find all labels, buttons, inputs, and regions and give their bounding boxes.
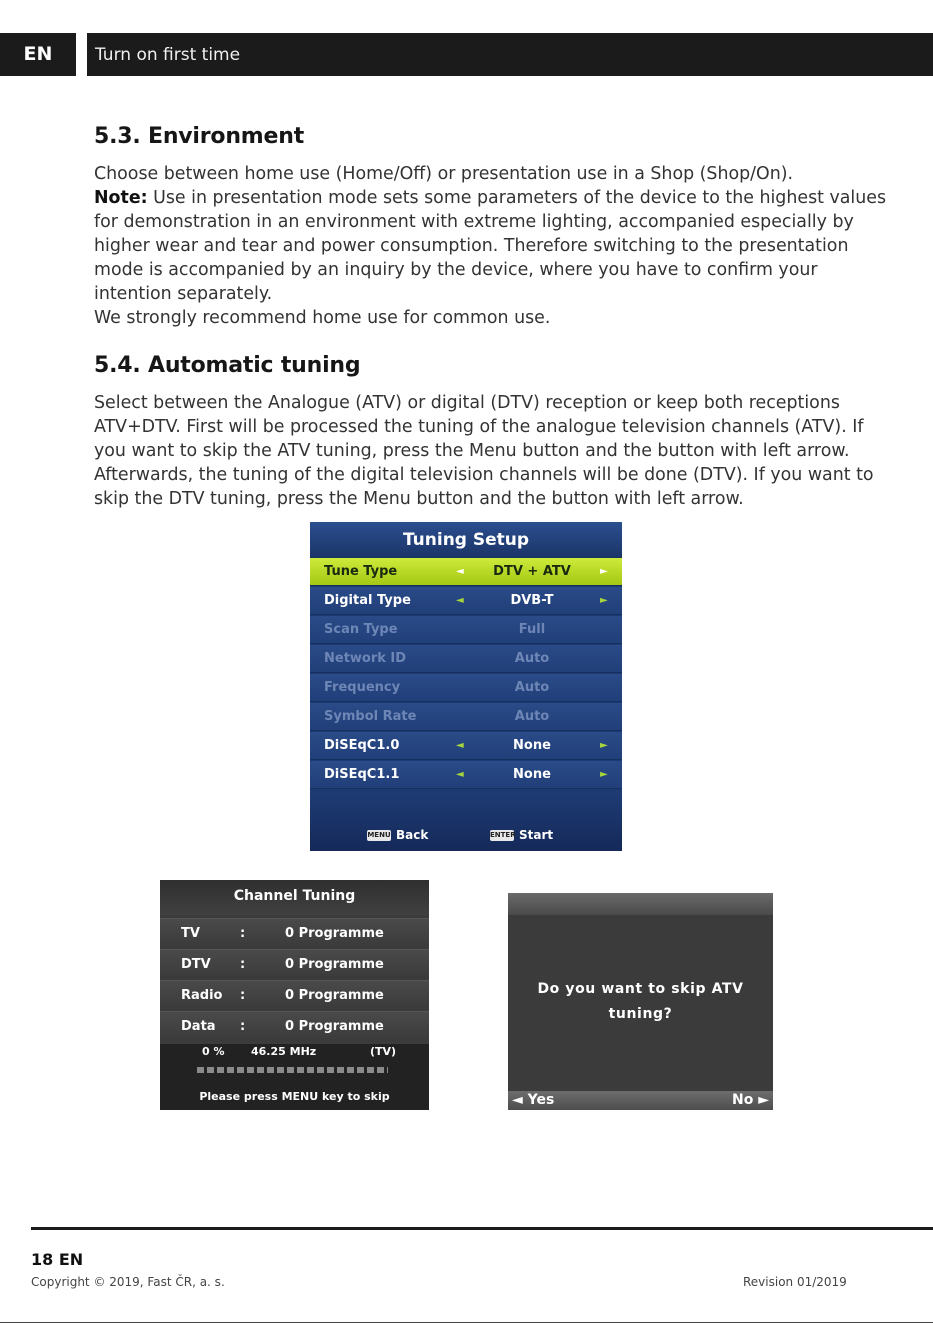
row-label: Radio (181, 988, 223, 1003)
text-line: Choose between home use (Home/Off) or presentation use in a Shop (Shop/On). (94, 164, 794, 184)
back-button[interactable]: Back (396, 828, 429, 842)
row-label: Symbol Rate (324, 709, 417, 724)
dialog-question (508, 977, 773, 1027)
tuning-setup-title: Tuning Setup (310, 522, 622, 558)
bottom-rule (0, 1322, 933, 1323)
menu-row-digital-type[interactable] (310, 587, 622, 615)
row-label: DTV (181, 957, 211, 972)
text-line: Afterwards, the tuning of the digital television channels will be done (DTV). If you want to (94, 465, 874, 485)
channel-tuning-screen (160, 880, 429, 1110)
channel-row-data (160, 1011, 429, 1041)
tuning-text (94, 391, 874, 511)
row-value: None (513, 767, 551, 782)
menu-row-symbol-rate (310, 703, 622, 731)
menu-row-frequency (310, 674, 622, 702)
row-value: 0 Programme (285, 1019, 384, 1034)
row-value: 0 Programme (285, 988, 384, 1003)
progress-mode: (TV) (370, 1045, 397, 1058)
row-label: Tune Type (324, 564, 398, 579)
text-line: higher wear and tear and power consumption. Therefore switching to the presentation (94, 236, 849, 256)
row-label: Data (181, 1019, 216, 1034)
text-line: for demonstration in an environment with extreme lighting, accompanied especially by (94, 212, 854, 232)
text-line: mode is accompanied by an inquiry by the device, where you have to confirm your (94, 260, 818, 280)
note-text: Use in presentation mode sets some parameters of the device to the highest values (153, 188, 887, 208)
text-line: you want to skip the ATV tuning, press the Menu button and the button with left arrow. (94, 441, 850, 461)
question-line: tuning? (608, 1006, 673, 1022)
menu-key-icon: MENU (367, 831, 391, 839)
heading-automatic-tuning: 5.4. Automatic tuning (94, 353, 361, 378)
heading-environment: 5.3. Environment (94, 124, 305, 149)
dialog-header (508, 893, 773, 915)
copyright: Copyright © 2019, Fast ČR, a. s. (31, 1275, 225, 1289)
arrow-right-icon[interactable]: ► (600, 595, 608, 606)
row-value: DVB-T (510, 593, 554, 608)
tuning-setup-screen (310, 522, 622, 851)
arrow-left-icon[interactable]: ◄ (456, 740, 464, 751)
yes-button[interactable]: ◄ Yes (512, 1092, 555, 1108)
tuning-setup-footer (310, 792, 622, 851)
progress-percent: 0 % (202, 1045, 225, 1058)
text-line: ATV+DTV. First will be processed the tuning of the analogue television channels (ATV). If (94, 417, 864, 437)
note-label: Note: (94, 188, 148, 208)
text-line: skip the DTV tuning, press the Menu button and the button with left arrow. (94, 489, 744, 509)
text-line (94, 186, 887, 210)
row-label: TV (181, 926, 200, 941)
row-label: Digital Type (324, 593, 411, 608)
arrow-left-icon[interactable]: ◄ (456, 769, 464, 780)
row-label: Scan Type (324, 622, 398, 637)
environment-text (94, 162, 887, 330)
language-label: EN (0, 33, 76, 76)
row-value: None (513, 738, 551, 753)
channel-row-dtv (160, 949, 429, 979)
page-number: 18 EN (31, 1250, 84, 1269)
menu-row-diseqc11[interactable] (310, 761, 622, 789)
skip-hint: Please press MENU key to skip (199, 1090, 390, 1103)
arrow-left-icon[interactable]: ◄ (456, 595, 464, 606)
row-separator: : (240, 926, 246, 941)
menu-row-network-id (310, 645, 622, 673)
arrow-right-icon[interactable]: ► (600, 740, 608, 751)
channel-row-tv (160, 918, 429, 948)
menu-row-diseqc10[interactable] (310, 732, 622, 760)
row-value: Full (518, 622, 546, 637)
row-value: Auto (514, 680, 550, 695)
row-value: Auto (514, 709, 550, 724)
channel-tuning-title: Channel Tuning (160, 880, 429, 915)
enter-key-icon: ENTER (490, 831, 516, 839)
row-separator: : (240, 1019, 246, 1034)
row-separator: : (240, 988, 246, 1003)
row-label: DiSEqC1.1 (324, 767, 400, 782)
text-line: We strongly recommend home use for common use. (94, 308, 551, 328)
text-line: Select between the Analogue (ATV) or digital (DTV) reception or keep both receptions (94, 393, 840, 413)
start-button[interactable]: Start (519, 828, 554, 842)
text-line: intention separately. (94, 284, 273, 304)
revision: Revision 01/2019 (743, 1275, 847, 1289)
row-label: Frequency (324, 680, 401, 695)
row-separator: : (240, 957, 246, 972)
menu-row-tune-type[interactable] (310, 558, 622, 586)
row-value: DTV + ATV (493, 564, 571, 579)
arrow-right-icon[interactable]: ► (600, 566, 608, 577)
row-label: DiSEqC1.0 (324, 738, 400, 753)
section-title: Turn on first time (87, 33, 933, 76)
question-line: Do you want to skip ATV (537, 981, 744, 997)
footer-rule (31, 1227, 933, 1230)
no-button[interactable]: No ► (732, 1092, 769, 1108)
progress-bar (197, 1067, 388, 1073)
row-value: Auto (514, 651, 550, 666)
arrow-left-icon[interactable]: ◄ (456, 566, 464, 577)
progress-frequency: 46.25 MHz (251, 1045, 317, 1058)
row-label: Network ID (324, 651, 407, 666)
row-value: 0 Programme (285, 957, 384, 972)
arrow-right-icon[interactable]: ► (600, 769, 608, 780)
row-value: 0 Programme (285, 926, 384, 941)
skip-atv-dialog (508, 893, 773, 1110)
menu-row-scan-type (310, 616, 622, 644)
channel-row-radio (160, 980, 429, 1010)
